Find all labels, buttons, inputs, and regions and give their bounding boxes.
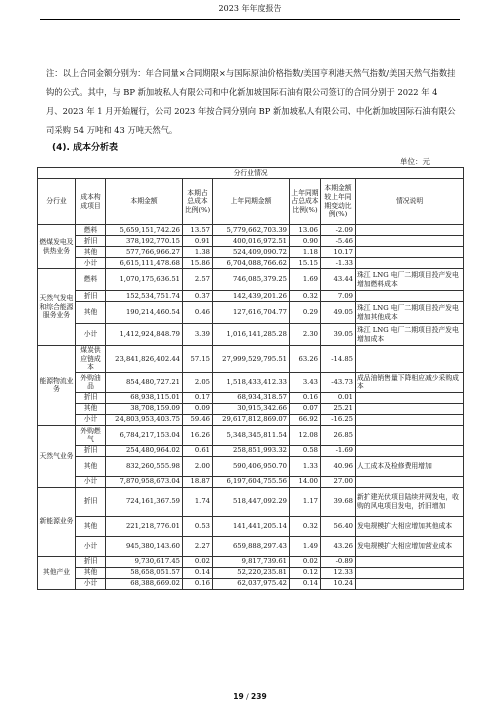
prior-ratio-cell: 0.58 (290, 445, 321, 456)
change-ratio-cell: 49.05 (321, 302, 356, 324)
current-amount-cell: 378,192,770.15 (106, 236, 183, 247)
current-ratio-cell: 2.00 (183, 456, 213, 476)
cost-item-cell: 其他 (76, 456, 106, 476)
unit-label: 单位：元 (400, 157, 430, 166)
change-ratio-cell: 39.05 (321, 324, 356, 346)
prior-ratio-cell: 0.32 (290, 291, 321, 302)
change-ratio-cell: 40.96 (321, 456, 356, 476)
prior-amount-cell: 746,085,379.25 (213, 269, 290, 291)
prior-ratio-cell: 12.08 (290, 425, 321, 445)
explanation-cell: 人工成本及检修费用增加 (356, 456, 464, 476)
prior-ratio-cell: 1.17 (290, 487, 321, 516)
change-ratio-cell: -1.33 (321, 258, 356, 269)
table-row (38, 425, 464, 445)
change-ratio-cell: 56.40 (321, 516, 356, 536)
current-ratio-cell: 2.05 (183, 372, 213, 392)
explanation-cell (356, 425, 464, 445)
change-ratio-cell: -16.25 (321, 414, 356, 425)
industry-cell: 天然气业务 (38, 425, 76, 487)
industry-cell: 其他产业 (38, 556, 76, 589)
table-row (38, 225, 464, 236)
cost-item-cell: 燃料 (76, 269, 106, 291)
page-total: 239 (251, 692, 267, 701)
current-amount-cell: 9,730,617.45 (106, 556, 183, 567)
prior-amount-cell: 659,888,297.43 (213, 536, 290, 556)
table-row (38, 392, 464, 403)
explanation-cell: 珠江 LNG 电厂二期项目投产发电增加成本 (356, 324, 464, 346)
change-ratio-cell: 39.68 (321, 487, 356, 516)
header-divider (40, 19, 460, 20)
current-amount-cell: 38,708,159.09 (106, 403, 183, 414)
cost-item-cell: 折旧 (76, 291, 106, 302)
prior-amount-cell: 68,934,318.57 (213, 392, 290, 403)
explanation-cell (356, 392, 464, 403)
current-ratio-cell: 0.17 (183, 392, 213, 403)
change-ratio-cell: -1.69 (321, 445, 356, 456)
change-ratio-cell: -2.09 (321, 225, 356, 236)
prior-ratio-cell: 0.90 (290, 236, 321, 247)
cost-item-cell: 其他 (76, 567, 106, 578)
prior-ratio-cell: 13.06 (290, 225, 321, 236)
page-footer (0, 692, 500, 701)
prior-ratio-cell: 63.26 (290, 346, 321, 373)
explanation-cell (356, 225, 464, 236)
col-header-industry: 分行业 (38, 179, 76, 225)
current-ratio-cell: 0.46 (183, 302, 213, 324)
prior-ratio-cell: 3.43 (290, 372, 321, 392)
cost-item-cell: 小计 (76, 324, 106, 346)
cost-item-cell: 折旧 (76, 556, 106, 567)
current-amount-cell: 1,412,924,848.79 (106, 324, 183, 346)
explanation-cell: 发电规模扩大相应增加其他成本 (356, 516, 464, 536)
current-ratio-cell: 0.61 (183, 445, 213, 456)
change-ratio-cell: 43.44 (321, 269, 356, 291)
change-ratio-cell: 0.01 (321, 392, 356, 403)
col-header-current-ratio: 本期占总成本比例(%) (183, 179, 213, 225)
explanation-cell (356, 578, 464, 589)
table-row (38, 445, 464, 456)
change-ratio-cell: 25.21 (321, 403, 356, 414)
prior-ratio-cell: 1.49 (290, 536, 321, 556)
cost-item-cell: 折旧 (76, 445, 106, 456)
prior-ratio-cell: 66.92 (290, 414, 321, 425)
current-ratio-cell: 0.14 (183, 567, 213, 578)
col-header-cost-item: 成本构成项目 (76, 179, 106, 225)
cost-item-cell: 外购燃气 (76, 425, 106, 445)
cost-item-cell: 小计 (76, 536, 106, 556)
change-ratio-cell: 26.85 (321, 425, 356, 445)
prior-ratio-cell: 0.14 (290, 578, 321, 589)
explanation-cell: 新扩建光伏项目陆续并网发电，收购的风电项目发电，折旧增加 (356, 487, 464, 516)
prior-ratio-cell: 15.15 (290, 258, 321, 269)
current-ratio-cell: 0.02 (183, 556, 213, 567)
explanation-cell (356, 236, 464, 247)
explanation-cell (356, 414, 464, 425)
current-amount-cell: 58,658,051.57 (106, 567, 183, 578)
industry-cell: 能源物流业务 (38, 346, 76, 426)
change-ratio-cell: 10.24 (321, 578, 356, 589)
current-amount-cell: 7,870,958,673.04 (106, 476, 183, 487)
prior-amount-cell: 1,016,141,285.28 (213, 324, 290, 346)
current-amount-cell: 945,380,143.60 (106, 536, 183, 556)
explanation-cell: 发电规模扩大相应增加营业成本 (356, 536, 464, 556)
current-amount-cell: 68,388,669.02 (106, 578, 183, 589)
prior-ratio-cell: 2.30 (290, 324, 321, 346)
current-amount-cell: 577,766,966.27 (106, 247, 183, 258)
current-amount-cell: 221,218,776.01 (106, 516, 183, 536)
current-ratio-cell: 1.74 (183, 487, 213, 516)
cost-item-cell: 燃料 (76, 225, 106, 236)
cost-item-cell: 煤炭供应链成本 (76, 346, 106, 373)
prior-ratio-cell: 0.12 (290, 567, 321, 578)
contract-note: 注：以上合同金额分别为：年合同量×合同期限×与国际原油价格指数/美国亨利港天然气指数/美国天然气指数挂钩的公式。其中，与 BP 新加坡私人有限公司和中化新加坡国际石油有限公司签订的合同分别于 2022 年 4 月、2023 年 1 月开始履行，公司 2023 年按合同分别向 BP 新加坡私人有限公司、中化新加坡国际石油有限公司采购 54 万吨和 43 万吨天然气。 (46, 68, 456, 135)
current-amount-cell: 152,534,751.74 (106, 291, 183, 302)
current-amount-cell: 68,938,115.01 (106, 392, 183, 403)
current-ratio-cell: 57.15 (183, 346, 213, 373)
cost-item-cell: 小计 (76, 476, 106, 487)
prior-amount-cell: 142,439,201.26 (213, 291, 290, 302)
explanation-cell (356, 291, 464, 302)
current-amount-cell: 24,803,953,403.75 (106, 414, 183, 425)
col-header-prior-ratio: 上年同期占总成本比例(%) (290, 179, 321, 225)
explanation-cell (356, 556, 464, 567)
table-row (38, 567, 464, 578)
cost-item-cell: 折旧 (76, 487, 106, 516)
cost-item-cell: 小计 (76, 578, 106, 589)
current-amount-cell: 23,841,826,402.44 (106, 346, 183, 373)
prior-amount-cell: 6,704,088,766.62 (213, 258, 290, 269)
prior-ratio-cell: 14.00 (290, 476, 321, 487)
prior-ratio-cell: 0.29 (290, 302, 321, 324)
current-ratio-cell: 1.38 (183, 247, 213, 258)
change-ratio-cell: 7.09 (321, 291, 356, 302)
table-row (38, 236, 464, 247)
table-row (38, 247, 464, 258)
table-row (38, 556, 464, 567)
current-ratio-cell: 2.27 (183, 536, 213, 556)
change-ratio-cell: -5.46 (321, 236, 356, 247)
table-row (38, 346, 464, 373)
current-ratio-cell: 59.46 (183, 414, 213, 425)
prior-amount-cell: 1,518,433,412.33 (213, 372, 290, 392)
table-row (38, 291, 464, 302)
explanation-cell (356, 567, 464, 578)
change-ratio-cell: 27.00 (321, 476, 356, 487)
current-ratio-cell: 0.53 (183, 516, 213, 536)
prior-amount-cell: 52,220,235.81 (213, 567, 290, 578)
col-header-current-amount: 本期金额 (106, 179, 183, 225)
prior-amount-cell: 29,617,812,869.07 (213, 414, 290, 425)
prior-amount-cell: 9,817,739.61 (213, 556, 290, 567)
table-row (38, 302, 464, 324)
current-ratio-cell: 2.57 (183, 269, 213, 291)
current-amount-cell: 254,480,964.02 (106, 445, 183, 456)
prior-amount-cell: 400,016,972.51 (213, 236, 290, 247)
cost-item-cell: 其他 (76, 516, 106, 536)
table-row (38, 269, 464, 291)
report-header: 2023 年年度报告 (218, 4, 282, 13)
cost-item-cell: 其他 (76, 403, 106, 414)
prior-ratio-cell: 0.02 (290, 556, 321, 567)
change-ratio-cell: 12.33 (321, 567, 356, 578)
prior-amount-cell: 524,409,090.72 (213, 247, 290, 258)
current-ratio-cell: 0.16 (183, 578, 213, 589)
table-row (38, 487, 464, 516)
prior-ratio-cell: 0.07 (290, 403, 321, 414)
change-ratio-cell: -0.89 (321, 556, 356, 567)
table-row (38, 578, 464, 589)
current-amount-cell: 1,070,175,636.51 (106, 269, 183, 291)
explanation-cell: 珠江 LNG 电厂二期项目投产发电增加其他成本 (356, 302, 464, 324)
prior-amount-cell: 258,851,993.32 (213, 445, 290, 456)
explanation-cell (356, 247, 464, 258)
prior-amount-cell: 590,406,950.70 (213, 456, 290, 476)
explanation-cell: 珠江 LNG 电厂二期项目投产发电增加燃料成本 (356, 269, 464, 291)
table-row (38, 476, 464, 487)
current-ratio-cell: 18.87 (183, 476, 213, 487)
cost-item-cell: 其他 (76, 302, 106, 324)
cost-item-cell: 其他 (76, 247, 106, 258)
prior-ratio-cell: 1.33 (290, 456, 321, 476)
cost-item-cell: 折旧 (76, 236, 106, 247)
change-ratio-cell: 10.17 (321, 247, 356, 258)
prior-ratio-cell: 1.69 (290, 269, 321, 291)
current-ratio-cell: 16.26 (183, 425, 213, 445)
table-row (38, 403, 464, 414)
page-number: 19 (233, 692, 244, 701)
industry-cell: 天然气发电和综合能源服务业务 (38, 269, 76, 346)
table-row (38, 456, 464, 476)
prior-amount-cell: 27,999,529,795.51 (213, 346, 290, 373)
cost-item-cell: 外购油品 (76, 372, 106, 392)
table-row (38, 324, 464, 346)
current-ratio-cell: 3.39 (183, 324, 213, 346)
industry-cell: 燃煤发电及供热业务 (38, 225, 76, 269)
current-amount-cell: 6,784,217,153.04 (106, 425, 183, 445)
current-ratio-cell: 15.86 (183, 258, 213, 269)
table-row (38, 258, 464, 269)
prior-amount-cell: 30,915,342.66 (213, 403, 290, 414)
prior-amount-cell: 141,441,205.14 (213, 516, 290, 536)
cost-item-cell: 小计 (76, 414, 106, 425)
section-title: (4). 成本分析表 (52, 143, 119, 153)
table-row (38, 372, 464, 392)
change-ratio-cell: -43.73 (321, 372, 356, 392)
explanation-cell: 成品油销售量下降相应减少采购成本 (356, 372, 464, 392)
explanation-cell (356, 403, 464, 414)
explanation-cell (356, 258, 464, 269)
change-ratio-cell: -14.85 (321, 346, 356, 373)
current-amount-cell: 6,615,111,478.68 (106, 258, 183, 269)
col-header-prior-amount: 上年同期金额 (213, 179, 290, 225)
prior-amount-cell: 127,616,704.77 (213, 302, 290, 324)
table-row (38, 414, 464, 425)
explanation-cell (356, 445, 464, 456)
page-separator: / (243, 692, 252, 701)
col-header-change: 本期金额较上年同期变动比例(%) (321, 179, 356, 225)
prior-amount-cell: 5,348,345,811.54 (213, 425, 290, 445)
group-header: 分行业情况 (38, 168, 464, 179)
prior-amount-cell: 518,447,092.29 (213, 487, 290, 516)
prior-ratio-cell: 0.16 (290, 392, 321, 403)
cost-analysis-table (37, 167, 464, 590)
table-row (38, 516, 464, 536)
prior-amount-cell: 6,197,604,755.56 (213, 476, 290, 487)
current-amount-cell: 854,480,727.21 (106, 372, 183, 392)
prior-amount-cell: 62,037,975.42 (213, 578, 290, 589)
prior-ratio-cell: 1.18 (290, 247, 321, 258)
current-ratio-cell: 0.37 (183, 291, 213, 302)
explanation-cell (356, 346, 464, 373)
current-amount-cell: 5,659,151,742.26 (106, 225, 183, 236)
industry-cell: 新能源业务 (38, 487, 76, 556)
current-amount-cell: 190,214,460.54 (106, 302, 183, 324)
cost-item-cell: 折旧 (76, 392, 106, 403)
prior-amount-cell: 5,779,662,703.39 (213, 225, 290, 236)
table-row (38, 536, 464, 556)
current-amount-cell: 724,161,367.59 (106, 487, 183, 516)
explanation-cell (356, 476, 464, 487)
current-ratio-cell: 0.91 (183, 236, 213, 247)
prior-ratio-cell: 0.32 (290, 516, 321, 536)
current-ratio-cell: 13.57 (183, 225, 213, 236)
current-amount-cell: 832,260,555.98 (106, 456, 183, 476)
change-ratio-cell: 43.26 (321, 536, 356, 556)
current-ratio-cell: 0.09 (183, 403, 213, 414)
col-header-explanation: 情况说明 (356, 179, 464, 225)
cost-item-cell: 小计 (76, 258, 106, 269)
